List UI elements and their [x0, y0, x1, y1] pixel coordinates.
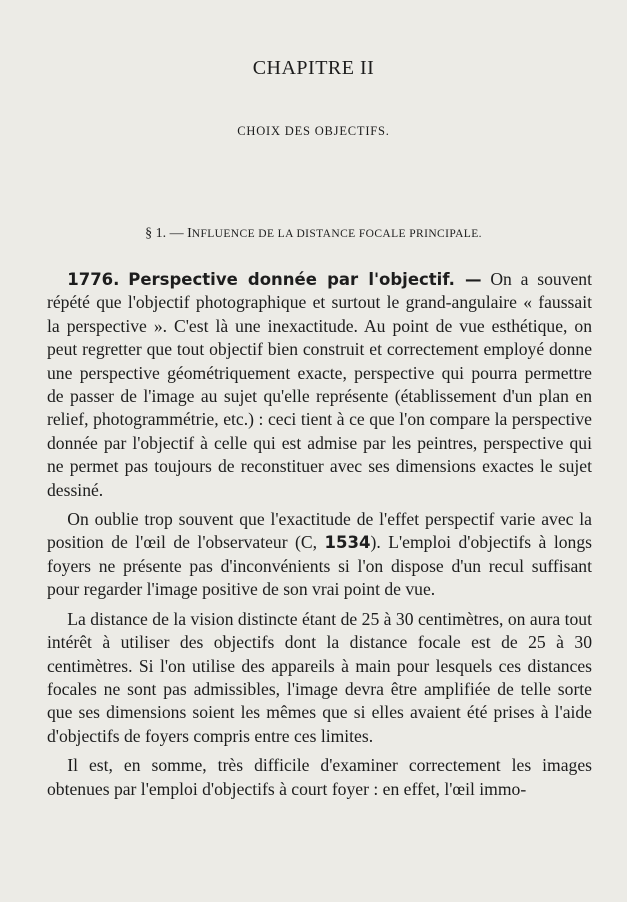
- chapter-title: CHAPITRE II: [252, 57, 375, 79]
- paragraph-text: On a souvent répété que l'objectif photographique et surtout le grand-angulaire « faussait la perspective ». C'est là une inexactitude. Au point de vue esthétique, on peut regretter que tout objectif bien construit et correctement employé donne une perspective géométriquement exacte, perspective qui pourra permettre de passer de l'image au sujet qu'elle représente (établissement d'un plan en relief, photogrammétrie, etc.) : ceci tient à ce que l'on compare la perspective donnée par l'objectif à celle qui est admise par les peintres, perspective qui ne permet pas toujours de reconstituer avec ses dimensions exactes le sujet dessiné.: [47, 269, 592, 500]
- section-heading: [0, 226, 627, 242]
- cross-reference: 1534: [324, 533, 371, 553]
- article-number: 1776.: [67, 270, 120, 289]
- section-initial: I: [187, 226, 192, 241]
- paragraph-3: La distance de la vision distincte étant de 25 à 30 centimètres, on aura tout intérêt à utiliser des objectifs dont la distance focale est de 25 à 30 centimètres. Si l'on utilise des appareils à main pour lesquels ces distances focales ne sont pas admissibles, l'image devra être amplifiée de telle sorte que ses dimensions soient les mêmes que si elles avaient été prises à l'aide d'objectifs de foyers compris entre ces limites.: [47, 608, 592, 746]
- paragraph-text: ). L'emploi d'objectifs à longs foyers ne présente pas d'inconvénients si l'on dispose d'un recul suffisant pour regarder l'image positive de son vrai point de vue.: [47, 532, 592, 600]
- article-heading: Perspective donnée par l'objectif. —: [128, 270, 482, 289]
- paragraph-4: Il est, en somme, très difficile d'examiner correctement les images obtenues par l'emploi d'objectifs à court foyer : en effet, l'œil immo-: [47, 755, 592, 799]
- section-dash: —: [166, 226, 188, 241]
- paragraph-2: [47, 508, 592, 602]
- paragraph-1776: [47, 268, 592, 502]
- body-text: [47, 268, 592, 807]
- paragraph-text: On oublie trop souvent que l'exactitude de l'effet perspectif varie avec la position de l'œil de l'observateur (C,: [47, 509, 592, 553]
- chapter-subtitle: CHOIX DES OBJECTIFS.: [237, 124, 390, 138]
- section-title: NFLUENCE DE LA DISTANCE FOCALE PRINCIPALE.: [191, 228, 482, 240]
- section-number: § 1.: [145, 226, 167, 241]
